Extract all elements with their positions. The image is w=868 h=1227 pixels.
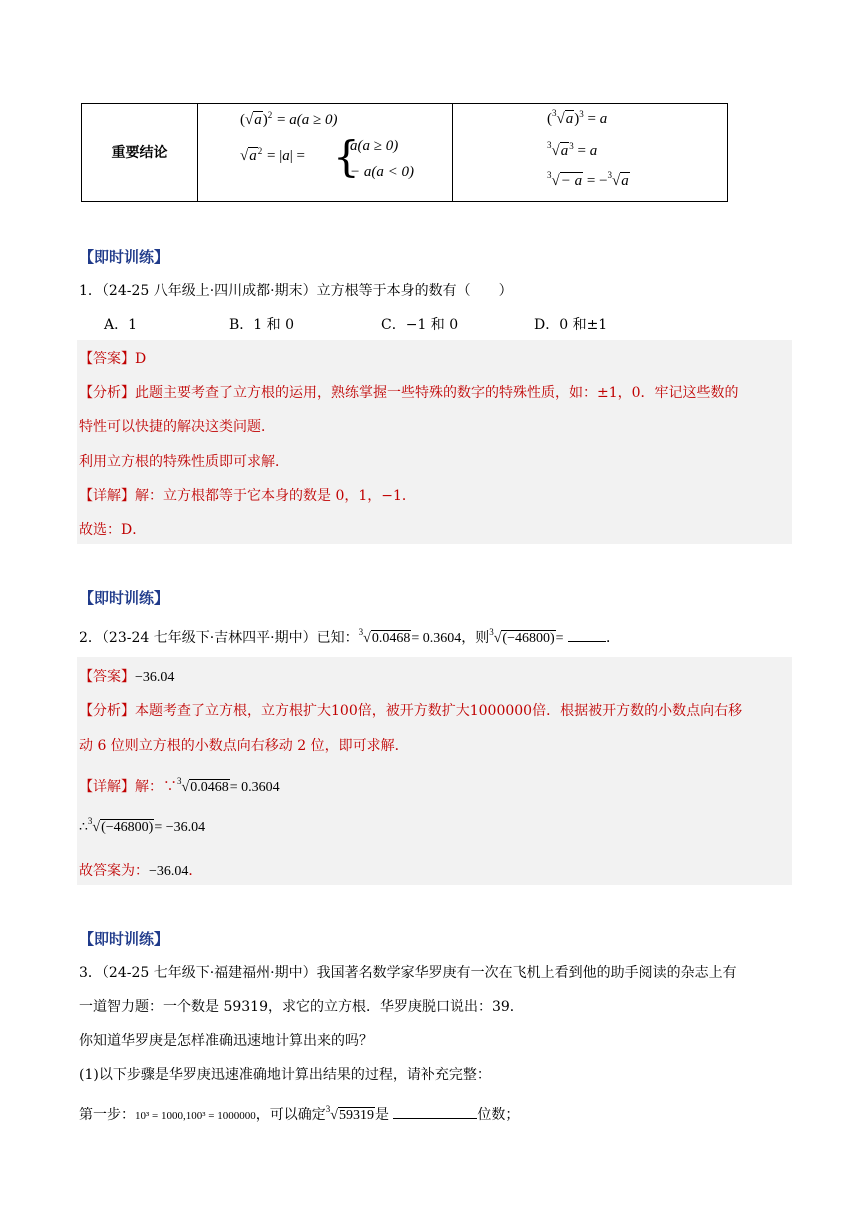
piecewise-case-2: − a(a < 0): [350, 164, 414, 180]
q1-answer: 【答案】D: [79, 351, 147, 367]
table-label-cell: [82, 104, 198, 202]
q1-analysis-line-1: 【分析】此题主要考查了立方根的运用，熟练掌握一些特殊的数字的特殊性质，如：±1，0．牢记这些数的: [79, 385, 739, 401]
q1-choice: 故选：D．: [79, 522, 147, 538]
q2-final: 故答案为：−36.04．: [79, 863, 203, 879]
cube-root-formula-3: $^3$√− a = −$^3$√a: [547, 170, 629, 189]
q3-step1-blank[interactable]: [393, 1118, 477, 1119]
piecewise-brace: {: [333, 132, 360, 181]
q1-option-a: A．1: [104, 317, 138, 333]
q1-option-b: B．1 和 0: [229, 317, 295, 333]
q3-stem-line-2: 一道智力题：一个数是 59319，求它的立方根．华罗庚脱口说出：39．: [79, 999, 524, 1015]
q2-stem: 2．（23-24 七年级下·吉林四平·期中）已知：$^3$√0.0468= 0.3604，则$^3$√(−46800)= ．: [79, 627, 620, 646]
q3-stem-line-3: 你知道华罗庚是怎样准确迅速地计算出来的吗？: [79, 1033, 373, 1049]
q2-detail: 【详解】解：∵$^3$√0.0468= 0.3604: [79, 776, 280, 795]
q3-part-1: (1)以下步骤是华罗庚迅速准确地计算出结果的过程，请补充完整：: [79, 1067, 491, 1083]
q1-solution-box: [77, 340, 792, 544]
conclusion-table: [81, 103, 728, 202]
q2-result: ∴$^3$√(−46800)= −36.04: [79, 816, 206, 835]
q2-analysis-line-2: 动 6 位则立方根的小数点向右移动 2 位，即可求解．: [79, 738, 409, 754]
section-tag: 【即时训练】: [79, 589, 170, 607]
q1-detail: 【详解】解：立方根都等于它本身的数是 0，1，−1．: [79, 488, 416, 504]
q1-option-d: D．0 和±1: [534, 317, 608, 333]
q2-answer: 【答案】−36.04: [79, 669, 175, 685]
q3-stem-line-1: 3．（24-25 七年级下·福建福州·期中）我国著名数学家华罗庚有一次在飞机上看到他的助手阅读的杂志上有: [79, 965, 737, 981]
section-tag: 【即时训练】: [79, 930, 170, 948]
square-root-formula-2: $√a^2 = |a|$ =: [240, 146, 305, 164]
q1-option-c: C．−1 和 0: [381, 317, 459, 333]
q2-answer-blank[interactable]: [568, 641, 606, 642]
q1-analysis-line-2: 特性可以快捷的解决这类问题．: [79, 419, 275, 435]
q2-solution-box: [77, 657, 792, 885]
section-tag: 【即时训练】: [79, 248, 170, 266]
q3-step-1: 第一步：10³ = 1000,100³ = 1000000，可以确定$^3$√59319是 位数；: [79, 1104, 520, 1123]
cube-root-cell: [453, 104, 728, 202]
piecewise-case-1: a(a ≥ 0): [350, 138, 399, 154]
square-root-cell: [198, 104, 453, 202]
cube-root-formula-1: $(^3√a)^3 = a$: [547, 108, 608, 127]
square-root-formula-1: $(√a)^2 = a(a \ge 0)$: [240, 110, 338, 128]
q1-stem: 1．（24-25 八年级上·四川成都·期末）立方根等于本身的数有（ ）: [79, 283, 513, 299]
q2-analysis-line-1: 【分析】本题考查了立方根，立方根扩大100倍，被开方数扩大1000000倍．根据被开方数的小数点向右移: [79, 703, 743, 719]
cube-root-formula-2: $^3√a^3 = a$: [547, 140, 598, 159]
q1-analysis-line-3: 利用立方根的特殊性质即可求解．: [79, 454, 289, 470]
table-label: 重要结论: [111, 145, 168, 161]
